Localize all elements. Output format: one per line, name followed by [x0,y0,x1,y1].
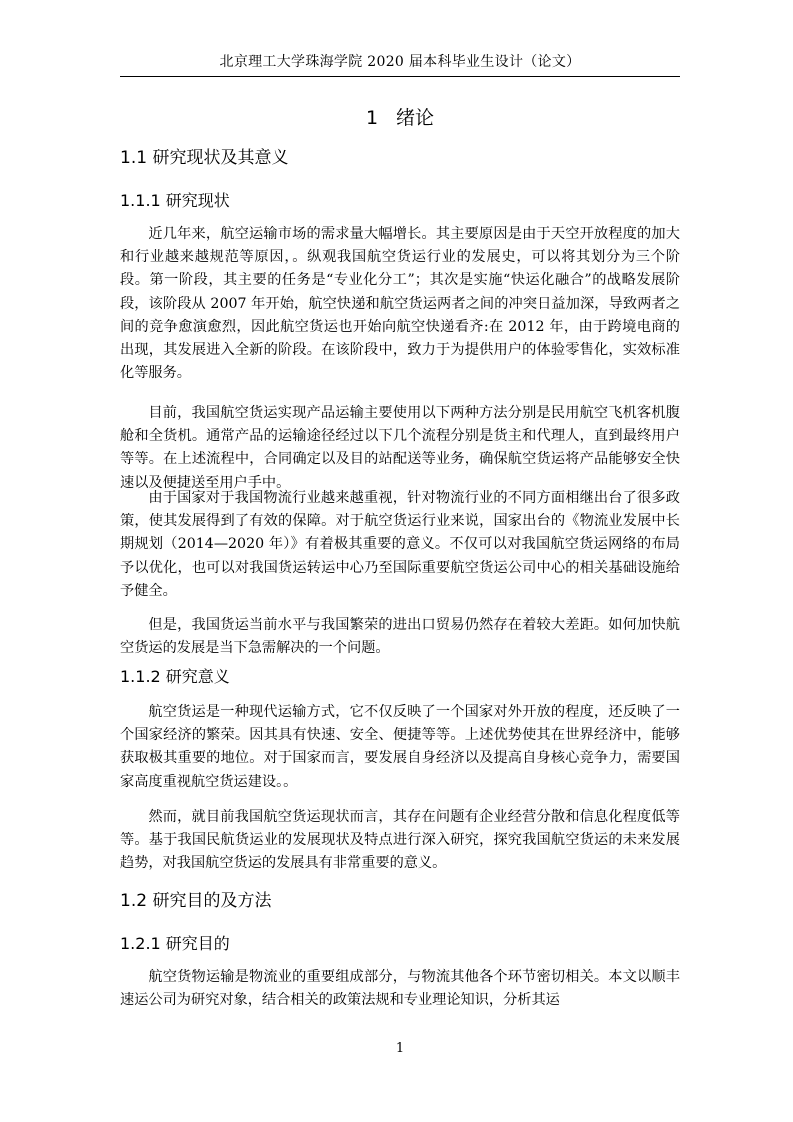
paragraph-problems: 然而，就目前我国航空货运现状而言，其存在问题有企业经营分散和信息化程度低等等。基于我国民航货运业的发展现状及特点进行深入研究，探究我国航空货运的未来发展趋势，对我国航空货运的发展具有非常重要的意义。 [120,809,680,872]
section-heading-1-1: 1.1 研究现状及其意义 [120,148,289,168]
running-header: 北京理工大学珠海学院 2020 届本科毕业生设计（论文） [219,54,581,70]
chapter-title: 绪论 [396,107,435,129]
section-heading-1-2: 1.2 研究目的及方法 [120,891,272,911]
paragraph-significance: 航空货运是一种现代运输方式，它不仅反映了一个国家对外开放的程度，还反映了一个国家经济的繁荣。因其具有快速、安全、便捷等等。上述优势使其在世界经济中，能够获取极其重要的地位。对于国家而言，要发展自身经济以及提高自身核心竞争力，需要国家高度重视航空货运建设。。 [120,704,680,790]
section-heading-1-1-1: 1.1.1 研究现状 [120,191,230,210]
paragraph-research-status: 近几年来，航空运输市场的需求量大幅增长。其主要原因是由于天空开放程度的加大和行业越来越规范等原因，。纵观我国航空货运行业的发展史，可以将其划分为三个阶段。第一阶段，其主要的任务是“专业化分工”；其次是实施“快运化融合”的战略发展阶段，该阶段从 2007 年开始，航空快递和航空货运两者之间的冲突日益加深，导致两者之间的竞争愈演愈烈，因此航空货运也开始向航空快递看齐:在 2012 年，由于跨境电商的出现，其发展进入全新的阶段。在该阶段中，致力于为提供用户的体验零售化，实效标准化等服务。 [120,226,680,382]
section-heading-1-2-1: 1.2.1 研究目的 [120,934,230,953]
chapter-number: 1 [365,107,379,129]
section-heading-1-1-2: 1.1.2 研究意义 [120,667,230,686]
paragraph-policy: 由于国家对于我国物流行业越来越重视，针对物流行业的不同方面相继出台了很多政策，使其发展得到了有效的保障。对于航空货运行业来说，国家出台的《物流业发展中长期规划（2014—2020 年）》有着极其重要的意义。不仅可以对我国航空货运网络的布局予以优化，也可以对我国货运转运中心乃至国际重要航空货运公司中心的相关基础设施给予健全。 [120,490,680,599]
paragraph-current-methods: 目前，我国航空货运实现产品运输主要使用以下两种方法分别是民用航空飞机客机腹舱和全货机。通常产品的运输途径经过以下几个流程分别是货主和代理人，直到最终用户等等。在上述流程中，合同确定以及目的站配送等业务，确保航空货运将产品能够安全快速以及便捷送至用户手中。 [120,405,680,491]
header-rule [120,76,680,77]
paragraph-gap: 但是，我国货运当前水平与我国繁荣的进出口贸易仍然存在着较大差距。如何加快航空货运的发展是当下急需解决的一个问题。 [120,617,680,657]
page-number: 1 [395,1041,405,1056]
paragraph-research-purpose: 航空货物运输是物流业的重要组成部分，与物流其他各个环节密切相关。本文以顺丰速运公司为研究对象，结合相关的政策法规和专业理论知识，分析其运 [120,969,680,1009]
chapter-heading [120,104,680,132]
